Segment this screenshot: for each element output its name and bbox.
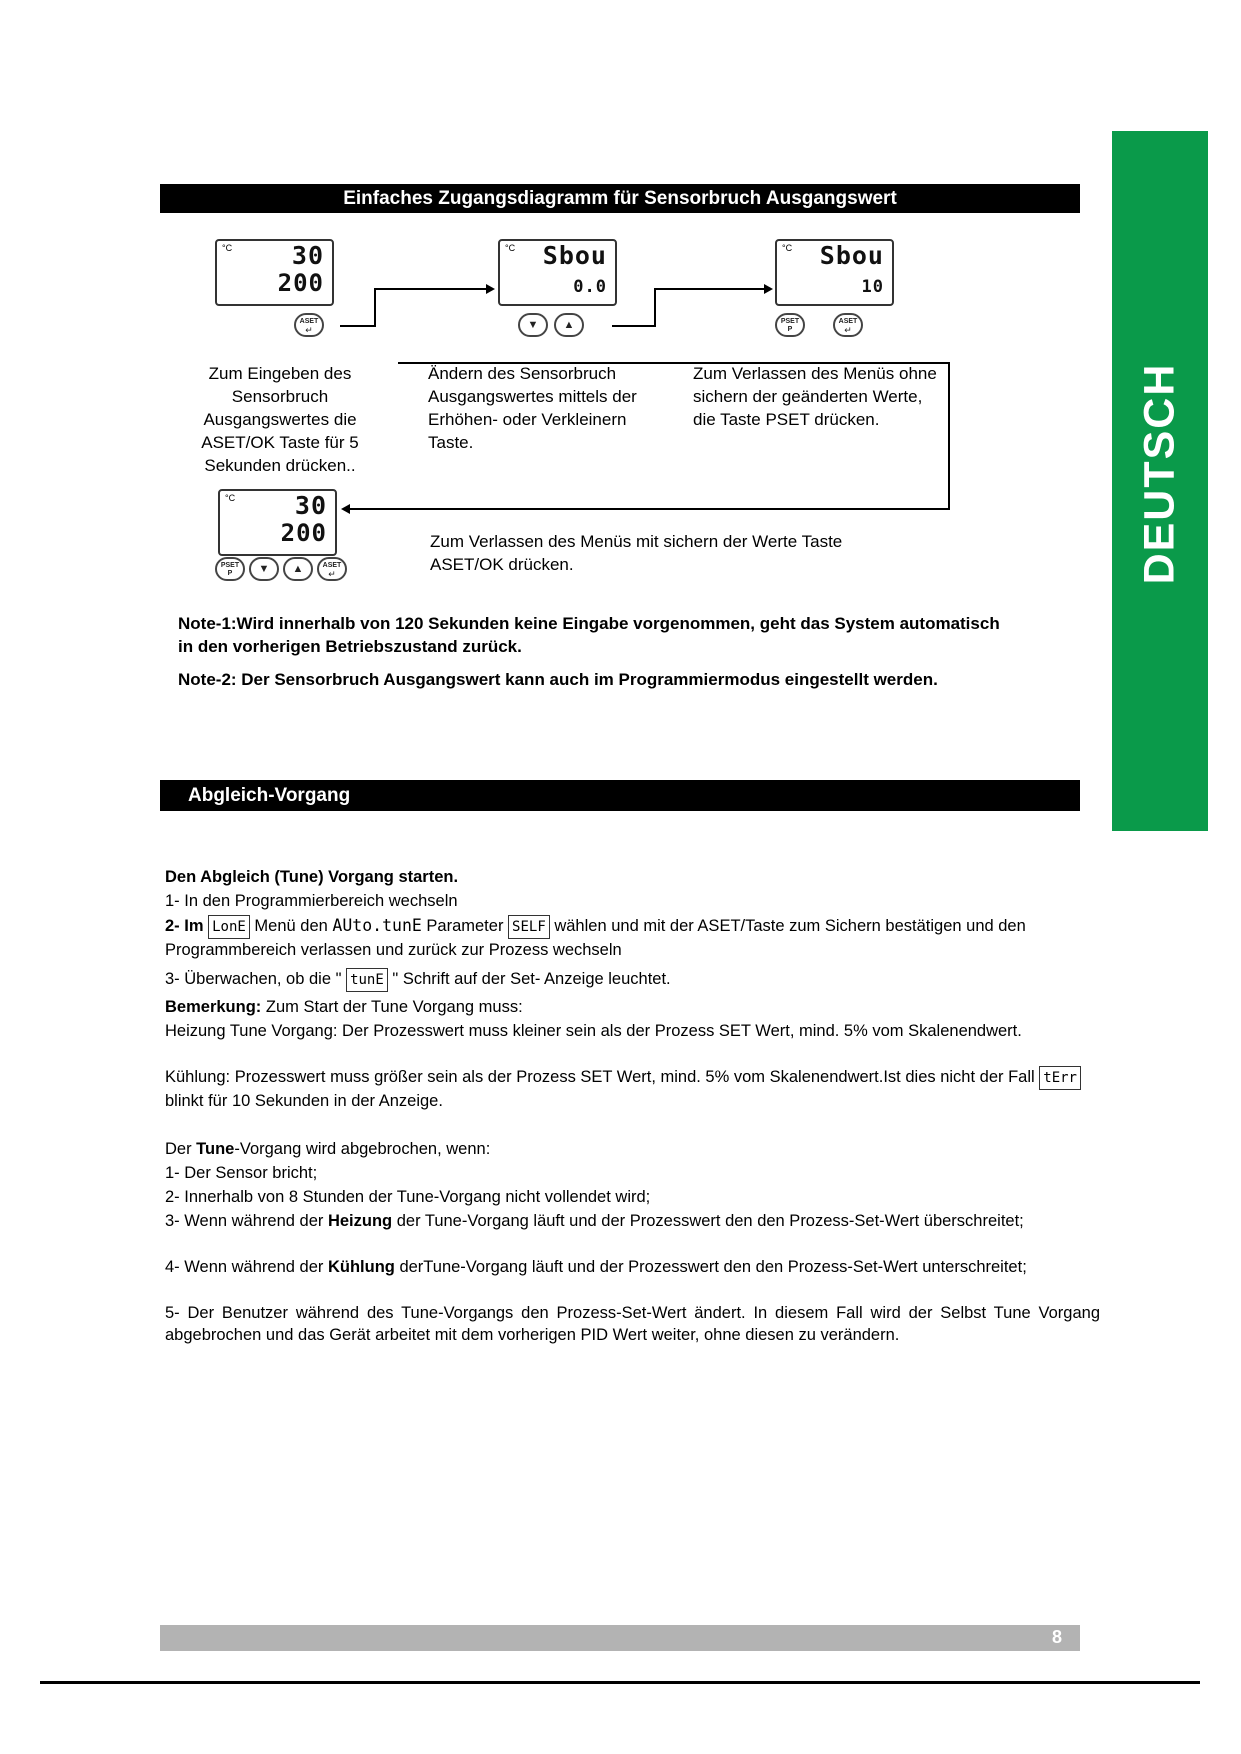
display-4-unit: °C [225, 493, 236, 503]
display-3-unit: °C [782, 243, 793, 253]
display-2-unit: °C [505, 243, 516, 253]
tune-step-3 [165, 968, 1105, 992]
connector-line [374, 288, 376, 327]
connector-line [374, 288, 486, 290]
chevron-up-icon: ▲ [292, 563, 304, 575]
footer-bar [160, 1625, 1080, 1651]
pset-button-3-label: PSET [780, 318, 800, 325]
down-button-4[interactable] [249, 557, 279, 581]
chevron-down-icon: ▼ [527, 319, 539, 331]
display-2-line2: 0.0 [573, 277, 607, 297]
note-1: Note-1:Wird innerhalb von 120 Sekunden keine Eingabe vorgenommen, geht das System automatisch in den vorherigen Betriebszustand zurück. [178, 614, 1000, 656]
tune-step-1: 1- In den Programmierbereich wechseln [165, 892, 458, 910]
pset-button-4-label: PSET [220, 562, 240, 569]
tune-step-2-box-cont: LonE [208, 915, 250, 939]
connector-line [654, 288, 656, 327]
tune-cooling-box-terr: tErr [1039, 1066, 1081, 1090]
tune-remark-label: Bemerkung: [165, 998, 262, 1016]
aset-button-3[interactable] [833, 313, 863, 337]
display-1-line2: 200 [277, 269, 324, 297]
aset-button-3-label: ASET [838, 318, 858, 325]
note-2: Note-2: Der Sensorbruch Ausgangswert kann auch im Programmiermodus eingestellt werden. [178, 670, 938, 689]
display-4-line1: 30 [294, 491, 327, 520]
display-3-line2: 10 [861, 277, 884, 297]
connector-line [340, 325, 376, 327]
enter-icon: ↵ [305, 325, 313, 335]
connector-arrow [486, 284, 495, 294]
tune-abort-3-a: 3- Wenn während der [165, 1212, 328, 1230]
tune-abort-4 [165, 1256, 1100, 1278]
tune-step-2-prefix: 2- Im [165, 917, 204, 935]
tune-abort-4-a: 4- Wenn während der [165, 1258, 328, 1276]
tune-abort-1: 1- Der Sensor bricht; [165, 1164, 318, 1182]
tune-remark [165, 996, 1105, 1018]
connector-line [654, 288, 764, 290]
tune-step-2-param: AUto.tunE [332, 916, 422, 935]
tune-abort-3-b: Heizung [327, 1212, 393, 1230]
display-2 [498, 239, 617, 306]
display-3-line1: Sbou [819, 241, 884, 270]
connector-line [398, 362, 950, 364]
caption-3: Zum Verlassen des Menüs ohne sichern der geänderten Werte, die Taste PSET drücken. [693, 364, 937, 429]
section-header-access-diagram [160, 184, 1080, 213]
enter-icon: ↵ [844, 325, 852, 335]
down-button-2[interactable] [518, 313, 548, 337]
display-1 [215, 239, 334, 306]
aset-button-4-label: ASET [322, 562, 342, 569]
caption-4: Zum Verlassen des Menüs mit sichern der Werte Taste ASET/OK drücken. [430, 532, 843, 574]
tune-step-3-tail: " Schrift auf der Set- Anzeige leuchtet. [392, 970, 671, 988]
caption-1: Zum Eingeben des Sensorbruch Ausgangswertes die ASET/OK Taste für 5 Sekunden drücken.. [201, 364, 359, 475]
display-1-line1: 30 [291, 241, 324, 270]
tune-remark-text: Zum Start der Tune Vorgang muss: [265, 998, 523, 1016]
pset-button-4-sublabel: P [227, 570, 233, 577]
tune-step-3-prefix: 3- Überwachen, ob die " [165, 970, 342, 988]
tune-heating: Heizung Tune Vorgang: Der Prozesswert muss kleiner sein als der Prozess SET Wert, mind. 5% vom Skalenendwert. [165, 1022, 1022, 1040]
enter-icon: ↵ [328, 569, 336, 579]
display-4 [218, 489, 337, 556]
chevron-down-icon: ▼ [258, 563, 270, 575]
display-1-unit: °C [222, 243, 233, 253]
tune-abort-2: 2- Innerhalb von 8 Stunden der Tune-Vorgang nicht vollendet wird; [165, 1188, 651, 1206]
tune-abort-title-a: Der [165, 1140, 197, 1158]
up-button-2[interactable] [554, 313, 584, 337]
tune-abort-title-b: Tune [196, 1140, 235, 1158]
tune-step-2-mid2: Parameter [426, 917, 504, 935]
page-number: 8 [1051, 1627, 1062, 1647]
section-header-tuning [160, 780, 1080, 811]
connector-line [948, 362, 950, 510]
language-tab-label: DEUTSCH [1135, 362, 1184, 585]
display-2-line1: Sbou [542, 241, 607, 270]
section-header-tuning-label: Abgleich-Vorgang [188, 785, 351, 806]
connector-line [612, 325, 656, 327]
tune-cooling-prefix: Kühlung: Prozesswert muss größer sein als der Prozess SET Wert, mind. 5% vom Skalenendwert.Ist dies nicht der Fall [165, 1068, 1035, 1086]
section-header-access-diagram-label: Einfaches Zugangsdiagramm für Sensorbruch Ausgangswert [343, 188, 897, 209]
tune-step-3-box-tune: tunE [346, 968, 388, 992]
display-4-line2: 200 [280, 519, 327, 547]
connector-line [350, 508, 950, 510]
tune-abort-3 [165, 1210, 1100, 1232]
tune-step-2 [165, 915, 1105, 961]
display-3 [775, 239, 894, 306]
pset-button-3[interactable] [775, 313, 805, 337]
caption-2: Ändern des Sensorbruch Ausgangswertes mittels der Erhöhen- oder Verkleinern Taste. [428, 364, 637, 452]
aset-button-1-label: ASET [299, 318, 319, 325]
pset-button-3-sublabel: P [787, 326, 793, 333]
connector-arrow [764, 284, 773, 294]
tune-abort-4-b: Kühlung [327, 1258, 395, 1276]
tune-abort-5: 5- Der Benutzer während des Tune-Vorgangs den Prozess-Set-Wert ändert. In diesem Fall wird der Selbst Tune Vorgang abgebrochen und das Gerät arbeitet mit dem vorherigen PID Wert weiter, ohne diesen zu verändern. [165, 1304, 1100, 1344]
language-tab [1112, 131, 1208, 831]
connector-arrow [341, 504, 350, 514]
tune-abort-title-c: -Vorgang wird abgebrochen, wenn: [234, 1140, 491, 1158]
bottom-rule [40, 1681, 1200, 1684]
tune-abort-3-c: der Tune-Vorgang läuft und der Prozesswert den den Prozess-Set-Wert überschreitet; [392, 1212, 1024, 1230]
aset-button-4[interactable] [317, 557, 347, 581]
tune-abort-4-c: derTune-Vorgang läuft und der Prozesswert den den Prozess-Set-Wert unterschreitet; [394, 1258, 1027, 1276]
aset-button-1[interactable] [294, 313, 324, 337]
tune-cooling [165, 1066, 1100, 1112]
tune-step-2-mid: Menü den [254, 917, 328, 935]
tune-cooling-tail: blinkt für 10 Sekunden in der Anzeige. [165, 1092, 443, 1110]
tune-step-2-box-self: SELF [508, 915, 550, 939]
tune-start-title: Den Abgleich (Tune) Vorgang starten. [165, 868, 459, 886]
chevron-up-icon: ▲ [563, 319, 575, 331]
pset-button-4[interactable] [215, 557, 245, 581]
up-button-4[interactable] [283, 557, 313, 581]
tune-step-2-tail: wählen und mit der ASET/Taste zum Sichern bestätigen und den Programmbereich verlassen und zurück zur Prozess wechseln [165, 917, 1026, 959]
tune-abort-title [165, 1138, 1095, 1160]
